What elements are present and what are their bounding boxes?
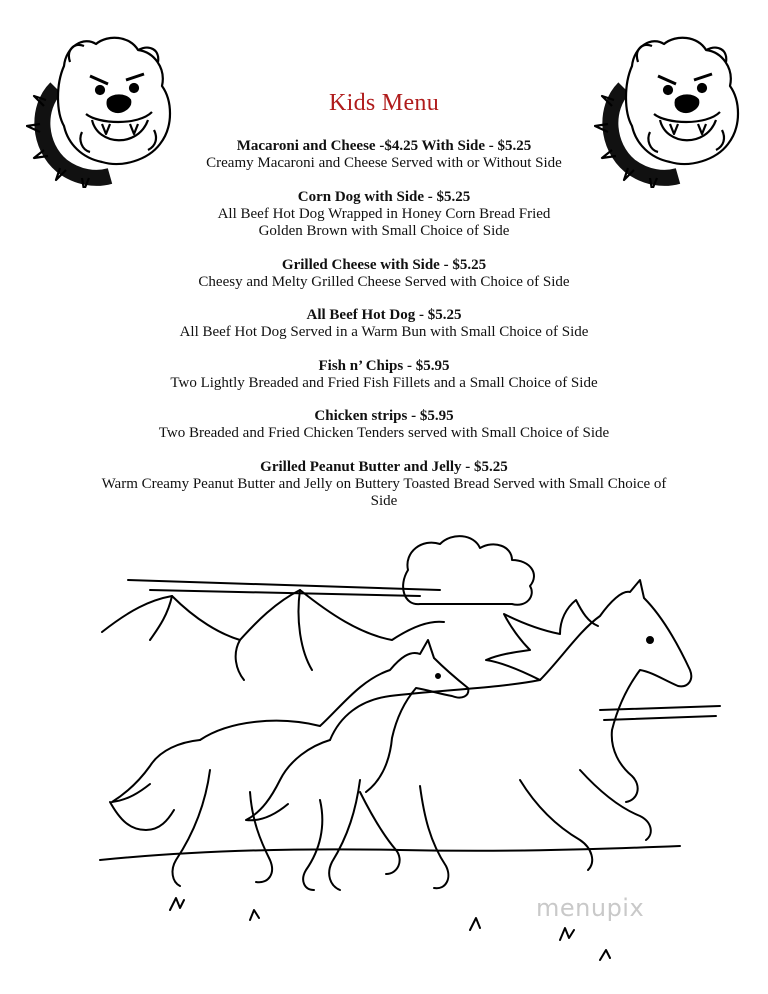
menu-item-name: Grilled Peanut Butter and Jelly - $5.25 bbox=[260, 458, 508, 475]
menu-item-description: All Beef Hot Dog Wrapped in Honey Corn Bread Fried bbox=[217, 205, 551, 222]
menu-item bbox=[90, 189, 678, 241]
menu-item-description: Golden Brown with Small Choice of Side bbox=[258, 223, 510, 239]
menu-item-name: Chicken strips - $5.95 bbox=[314, 408, 454, 424]
menu-item-description: Two Breaded and Fried Chicken Tenders served with Small Choice of Side bbox=[158, 425, 610, 441]
menu-item-name: Macaroni and Cheese -$4.25 With Side - $5.25 bbox=[236, 138, 532, 154]
menu-item-description: Cheesy and Melty Grilled Cheese Served with Choice of Side bbox=[198, 273, 570, 290]
menu-item bbox=[90, 257, 678, 292]
menu-item-description: Two Lightly Breaded and Fried Fish Fillets and a Small Choice of Side bbox=[170, 374, 598, 391]
menu-title: Kids Menu bbox=[328, 90, 440, 116]
menu-item bbox=[90, 459, 678, 511]
menu-item bbox=[90, 408, 678, 443]
menu-item-description: All Beef Hot Dog Served in a Warm Bun with Small Choice of Side bbox=[179, 324, 589, 340]
menu-item bbox=[90, 358, 678, 393]
menu-item-name: Corn Dog with Side - $5.25 bbox=[297, 188, 471, 205]
menu-items bbox=[90, 138, 678, 527]
menu-item bbox=[90, 138, 678, 173]
menu-item-name: Grilled Cheese with Side - $5.25 bbox=[281, 256, 487, 273]
menu-item bbox=[90, 307, 678, 342]
menu-item-name: Fish n’ Chips - $5.95 bbox=[318, 357, 450, 374]
menu-item-description: Creamy Macaroni and Cheese Served with or Without Side bbox=[206, 155, 562, 171]
running-horses-icon bbox=[0, 530, 768, 994]
menu-item-description: Warm Creamy Peanut Butter and Jelly on Buttery Toasted Bread Served with Small Choice of bbox=[101, 475, 667, 492]
watermark: menupix bbox=[536, 894, 645, 922]
menu-item-name: All Beef Hot Dog - $5.25 bbox=[306, 307, 462, 323]
menu-item-description: Side bbox=[370, 493, 398, 509]
